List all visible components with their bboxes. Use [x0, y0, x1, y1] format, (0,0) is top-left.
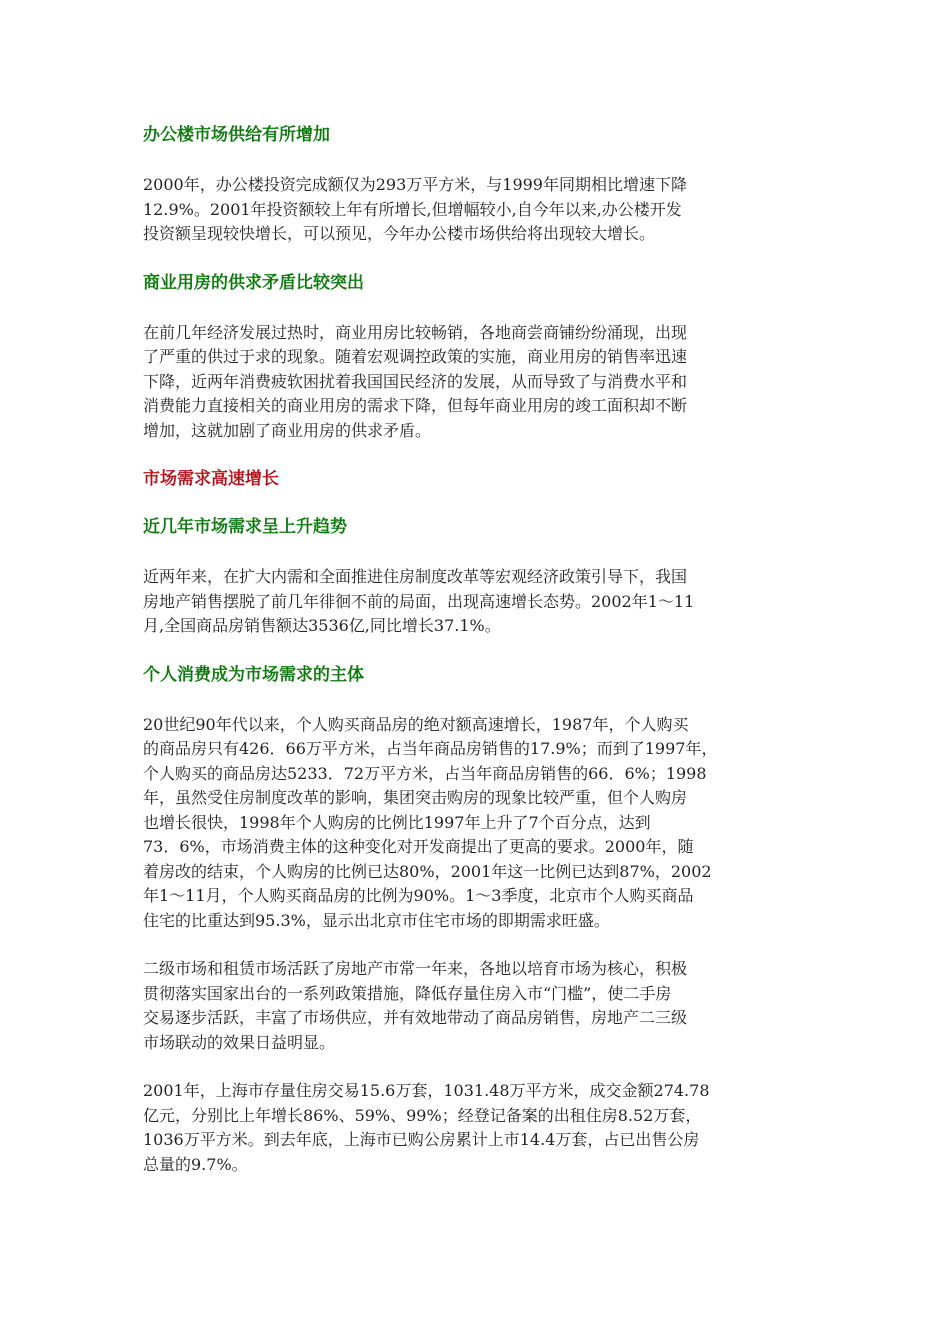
document-body — [143, 123, 813, 1177]
paragraph-commercial-housing: 在前几年经济发展过热时，商业用房比较畅销，各地商尝商铺纷纷涌现，出现 了严重的供过于求的现象。随着宏观调控政策的实施，商业用房的销售率迅速 下降，近两年消费疲软困扰着我国国民经济的发展，从而导致了与消费水平和 消费能力直接相关的商业用房的需求下降，但每年商业用房的竣工面积却不断 增加，这就加剧了商业用房的供求矛盾。 — [143, 322, 688, 440]
section-heading-commercial-housing: 商业用房的供求矛盾比较突出 — [143, 272, 364, 293]
section-heading-personal-consumption: 个人消费成为市场需求的主体 — [143, 664, 364, 685]
paragraph-shanghai-stats: 2001年，上海市存量住房交易15.6万套，1031.48万平方米，成交金额274.78 亿元，分别比上年增长86%、59%、99%；经登记备案的出租住房8.52万套， 1036万平方米。到去年底，上海市已购公房累计上市14.4万套，占已出售公房 总量的9.7%。 — [143, 1081, 710, 1174]
paragraph-office-investment: 2000年，办公楼投资完成额仅为293万平方米，与1999年同期相比增速下降 12.9%。2001年投资额较上年有所增长,但增幅较小,自今年以来,办公楼开发 投资额呈现较快增长，可以预见，今年办公楼市场供给将出现较大增长。 — [143, 175, 687, 243]
section-heading-demand-trend: 近几年市场需求呈上升趋势 — [143, 517, 347, 537]
paragraph-demand-trend: 近两年来，在扩大内需和全面推进住房制度改革等宏观经济政策引导下，我国 房地产销售摆脱了前几年徘徊不前的局面，出现高速增长态势。2002年1～11 月,全国商品房销售额达3536亿,同比增长37.1%。 — [143, 567, 695, 635]
paragraph-personal-consumption: 20世纪90年代以来，个人购买商品房的绝对额高速增长，1987年，个人购买 的商品房只有426．66万平方米，占当年商品房销售的17.9%；而到了1997年， 个人购买的商品房达5233．72万平方米，占当年商品房销售的66．6%；1998 年，虽然受住房制度改革的影响，集团突击购房的现象比较严重，但个人购房 也增长很快，1998年个人购房的比例比1997年上升了7个百分点，达到 73．6%，市场消费主体的这种变化对开发商提出了更高的要求。2000年，随 着房改的结束，个人购房的比例已达80%，2001年这一比例已达到87%，2002 年1～11月，个人购买商品房的比例为90%。1～3季度，北京市个人购买商品 住宅的比重达到95.3%，显示出北京市住宅市场的即期需求旺盛。 — [143, 714, 718, 930]
paragraph-secondary-market: 二级市场和租赁市场活跃了房地产市常一年来，各地以培育市场为核心，积极 贯彻落实国家出台的一系列政策措施，降低存量住房入市“门槛”，使二手房 交易逐步活跃，丰富了市场供应，并有效地带动了商品房销售，房地产二三级 市场联动的效果日益明显。 — [143, 959, 688, 1052]
section-heading-office-supply: 办公楼市场供给有所增加 — [143, 125, 330, 145]
chapter-heading-market-demand: 市场需求高速增长 — [143, 469, 279, 489]
